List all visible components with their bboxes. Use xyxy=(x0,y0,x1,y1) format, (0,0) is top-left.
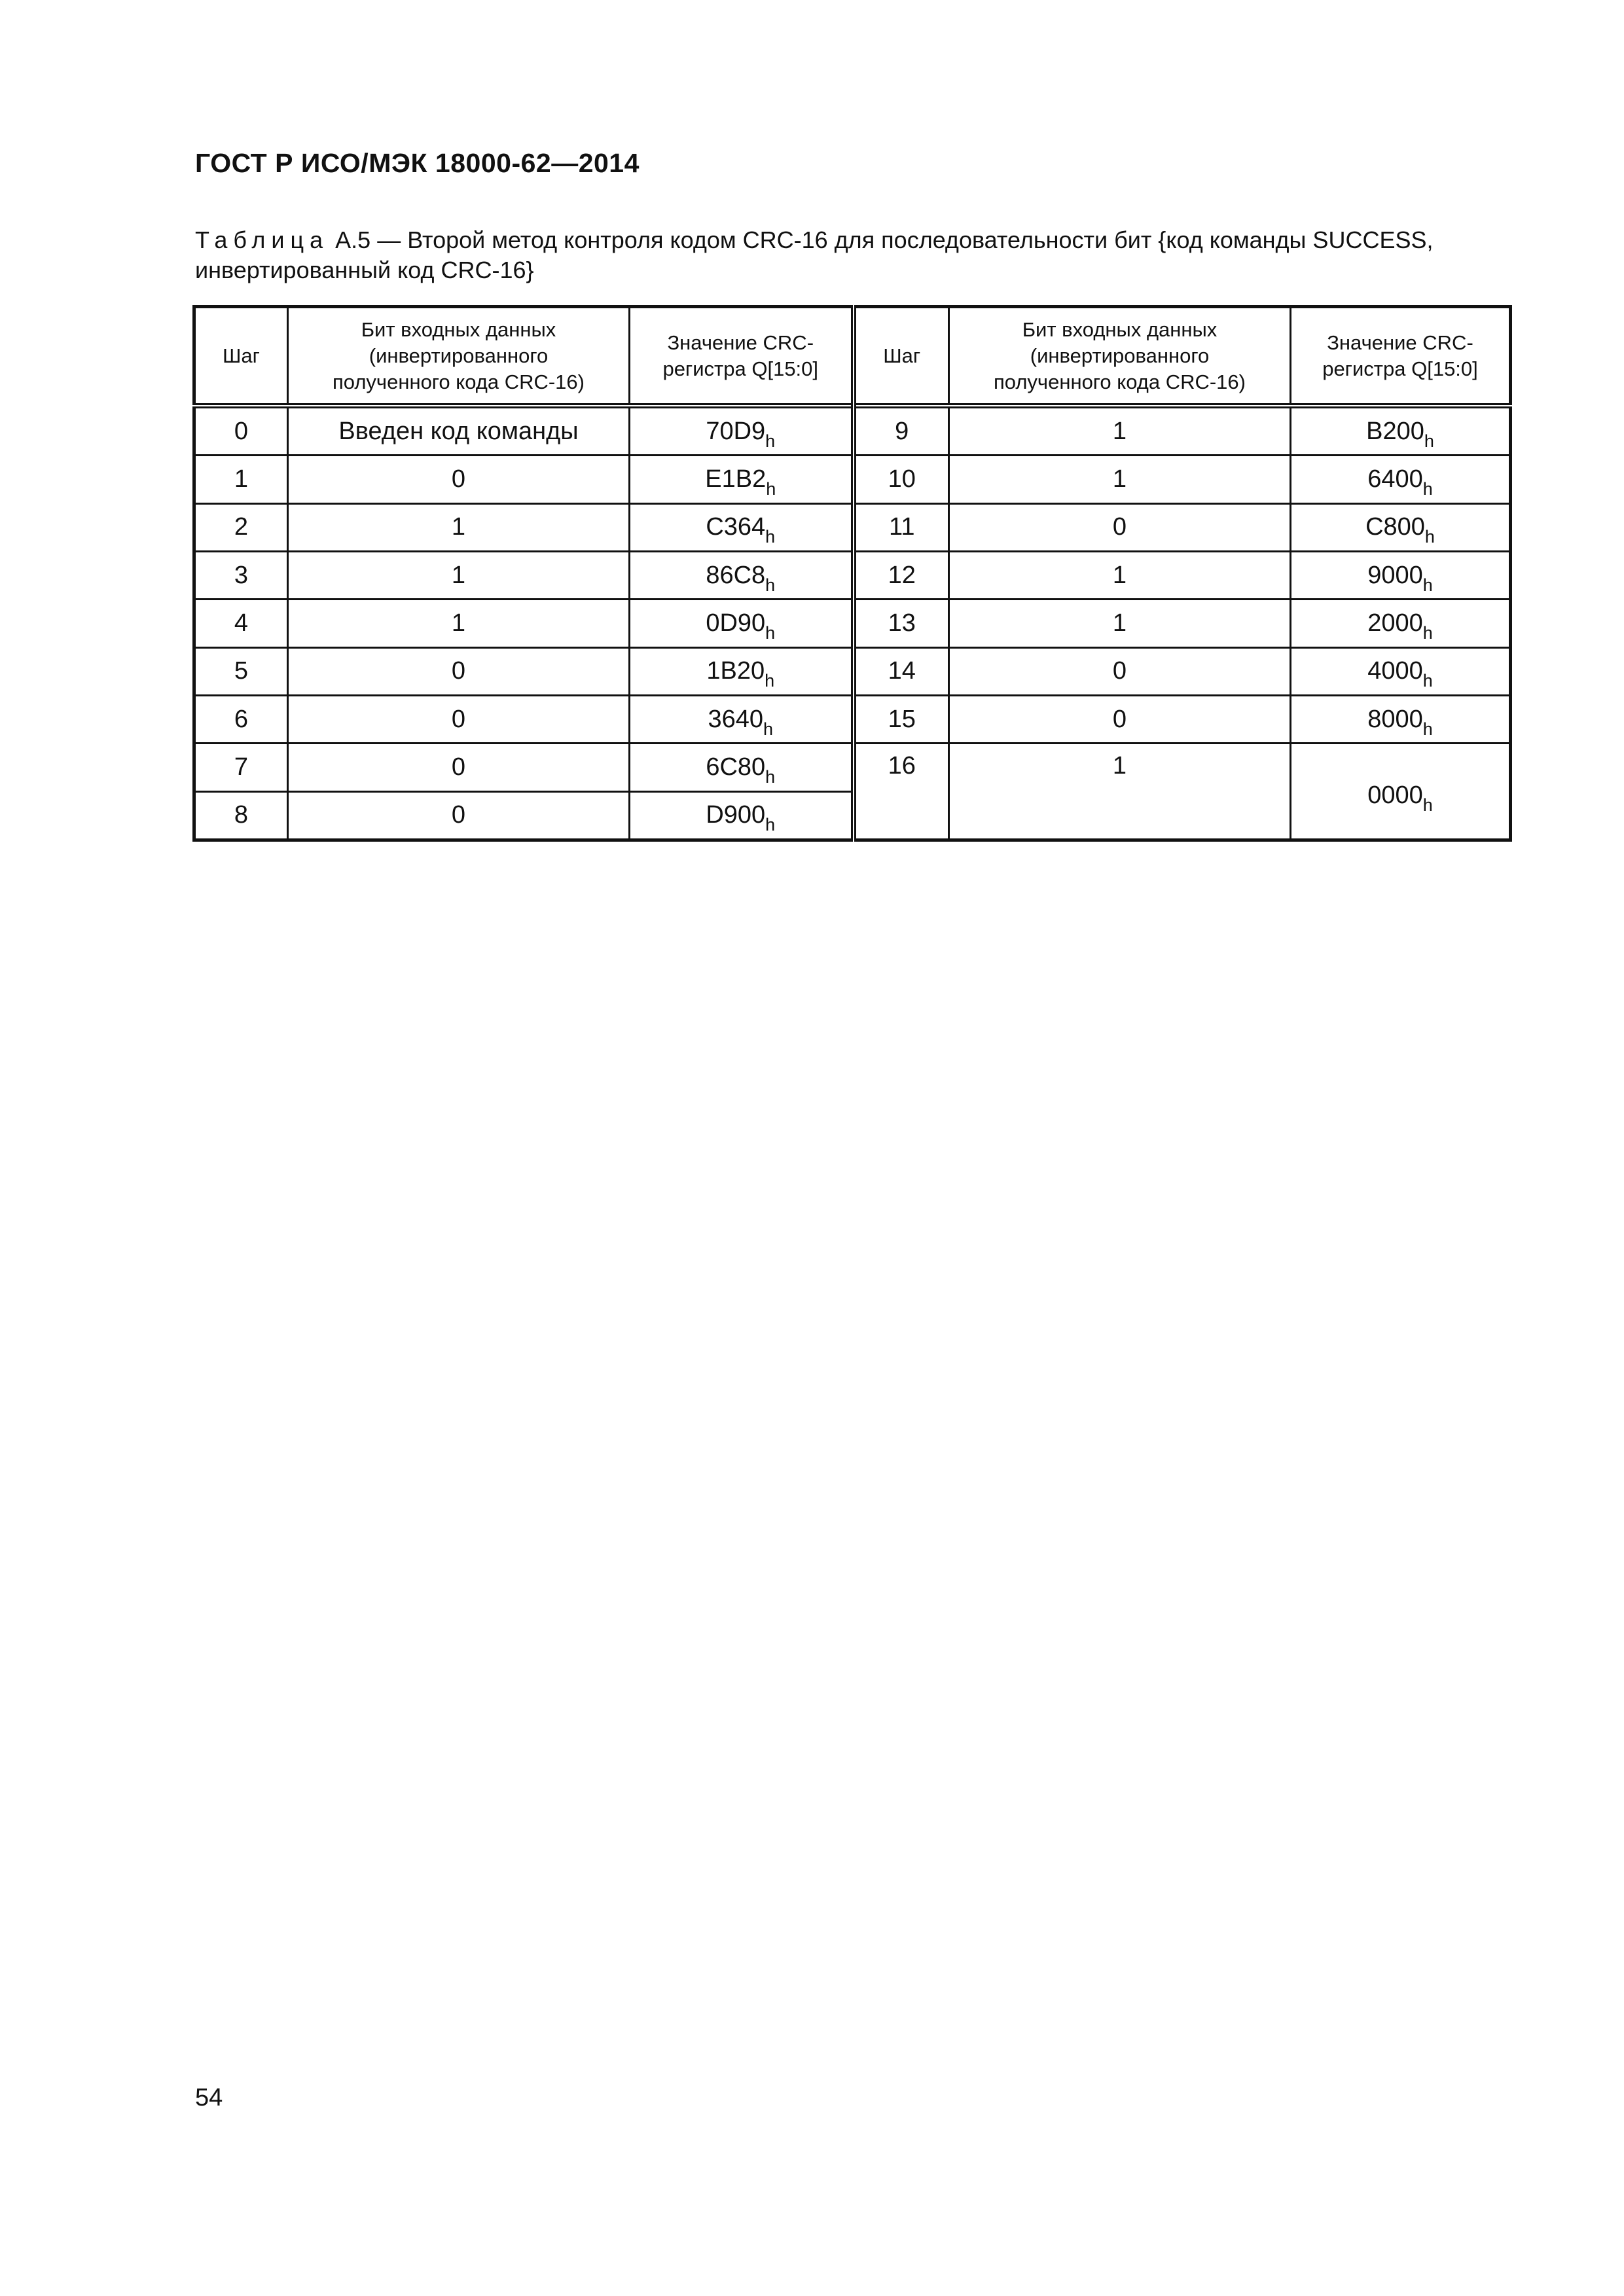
bit-cell: 0 xyxy=(949,503,1291,551)
value-cell: $D900_h$ xyxy=(630,791,854,840)
step-cell: 15 xyxy=(854,695,949,743)
value-cell: $9000_h$ xyxy=(1291,552,1511,600)
value-cell: $2000_h$ xyxy=(1291,600,1511,647)
header-value-right: Значение CRC- регистра Q[15:0] xyxy=(1291,307,1511,406)
bit-cell: 0 xyxy=(949,695,1291,743)
value-cell: $E1B2_h$ xyxy=(630,456,854,503)
value-cell: $8000_h$ xyxy=(1291,695,1511,743)
step-cell: 7 xyxy=(194,744,288,791)
value-cell: $3640_h$ xyxy=(630,695,854,743)
document-title: ГОСТ Р ИСО/МЭК 18000-62—2014 xyxy=(195,148,640,178)
value-cell: $0D90_h$ xyxy=(630,600,854,647)
step-cell: 3 xyxy=(194,552,288,600)
value-cell: $B200_h$ xyxy=(1291,406,1511,456)
bit-cell: 1 xyxy=(949,552,1291,600)
value-cell: $86C8_h$ xyxy=(630,552,854,600)
header-step-left: Шаг xyxy=(194,307,288,406)
table-row xyxy=(194,600,1511,647)
table-row xyxy=(194,552,1511,600)
table-header-row xyxy=(194,307,1511,406)
caption-lead: Таблица xyxy=(195,226,329,253)
bit-cell: 1 xyxy=(288,503,630,551)
value-cell: $C364_h$ xyxy=(630,503,854,551)
bit-cell: 1 xyxy=(288,600,630,647)
bit-cell: 0 xyxy=(288,744,630,791)
value-cell: $4000_h$ xyxy=(1291,647,1511,695)
step-cell: 14 xyxy=(854,647,949,695)
value-cell: $1B20_h$ xyxy=(630,647,854,695)
bit-cell: 0 xyxy=(288,456,630,503)
step-cell: 0 xyxy=(194,406,288,456)
caption-line-1: А.5 — Второй метод контроля кодом CRC-16 для последовательности бит {код команды SUCCESS, xyxy=(335,226,1434,253)
table-row xyxy=(194,503,1511,551)
value-cell: $0000_h$ xyxy=(1291,744,1511,840)
bit-cell: 1 xyxy=(949,744,1291,840)
page-number: 54 xyxy=(195,2084,223,2111)
step-cell: 11 xyxy=(854,503,949,551)
step-cell: 8 xyxy=(194,791,288,840)
crc-table-container xyxy=(192,305,1509,842)
header-bit-left: Бит входных данных (инвертированного полученного кода CRC-16) xyxy=(288,307,630,406)
bit-cell: 0 xyxy=(949,647,1291,695)
bit-cell: 0 xyxy=(288,791,630,840)
header-bit-right: Бит входных данных (инвертированного полученного кода CRC-16) xyxy=(949,307,1291,406)
table-row xyxy=(194,695,1511,743)
step-cell: 13 xyxy=(854,600,949,647)
step-cell: 16 xyxy=(854,744,949,840)
bit-cell: 1 xyxy=(949,600,1291,647)
value-cell: $6400_h$ xyxy=(1291,456,1511,503)
caption-line-2: инвертированный код CRC-16} xyxy=(195,257,534,283)
value-cell: $6C80_h$ xyxy=(630,744,854,791)
step-cell: 10 xyxy=(854,456,949,503)
bit-cell: 0 xyxy=(288,647,630,695)
value-cell: $70D9_h$ xyxy=(630,406,854,456)
header-step-right: Шаг xyxy=(854,307,949,406)
bit-cell: 0 xyxy=(288,695,630,743)
step-cell: 9 xyxy=(854,406,949,456)
table-row xyxy=(194,406,1511,456)
value-cell: $C800_h$ xyxy=(1291,503,1511,551)
bit-cell: 1 xyxy=(949,406,1291,456)
step-cell: 6 xyxy=(194,695,288,743)
table-row xyxy=(194,744,1511,791)
step-cell: 1 xyxy=(194,456,288,503)
bit-cell: 1 xyxy=(949,456,1291,503)
step-cell: 5 xyxy=(194,647,288,695)
bit-cell: 1 xyxy=(288,552,630,600)
step-cell: 2 xyxy=(194,503,288,551)
bit-cell: Введен код команды xyxy=(288,406,630,456)
table-row xyxy=(194,456,1511,503)
step-cell: 12 xyxy=(854,552,949,600)
header-value-left: Значение CRC- регистра Q[15:0] xyxy=(630,307,854,406)
table-caption xyxy=(195,225,1503,285)
table-row xyxy=(194,647,1511,695)
crc-table xyxy=(192,305,1512,842)
step-cell: 4 xyxy=(194,600,288,647)
